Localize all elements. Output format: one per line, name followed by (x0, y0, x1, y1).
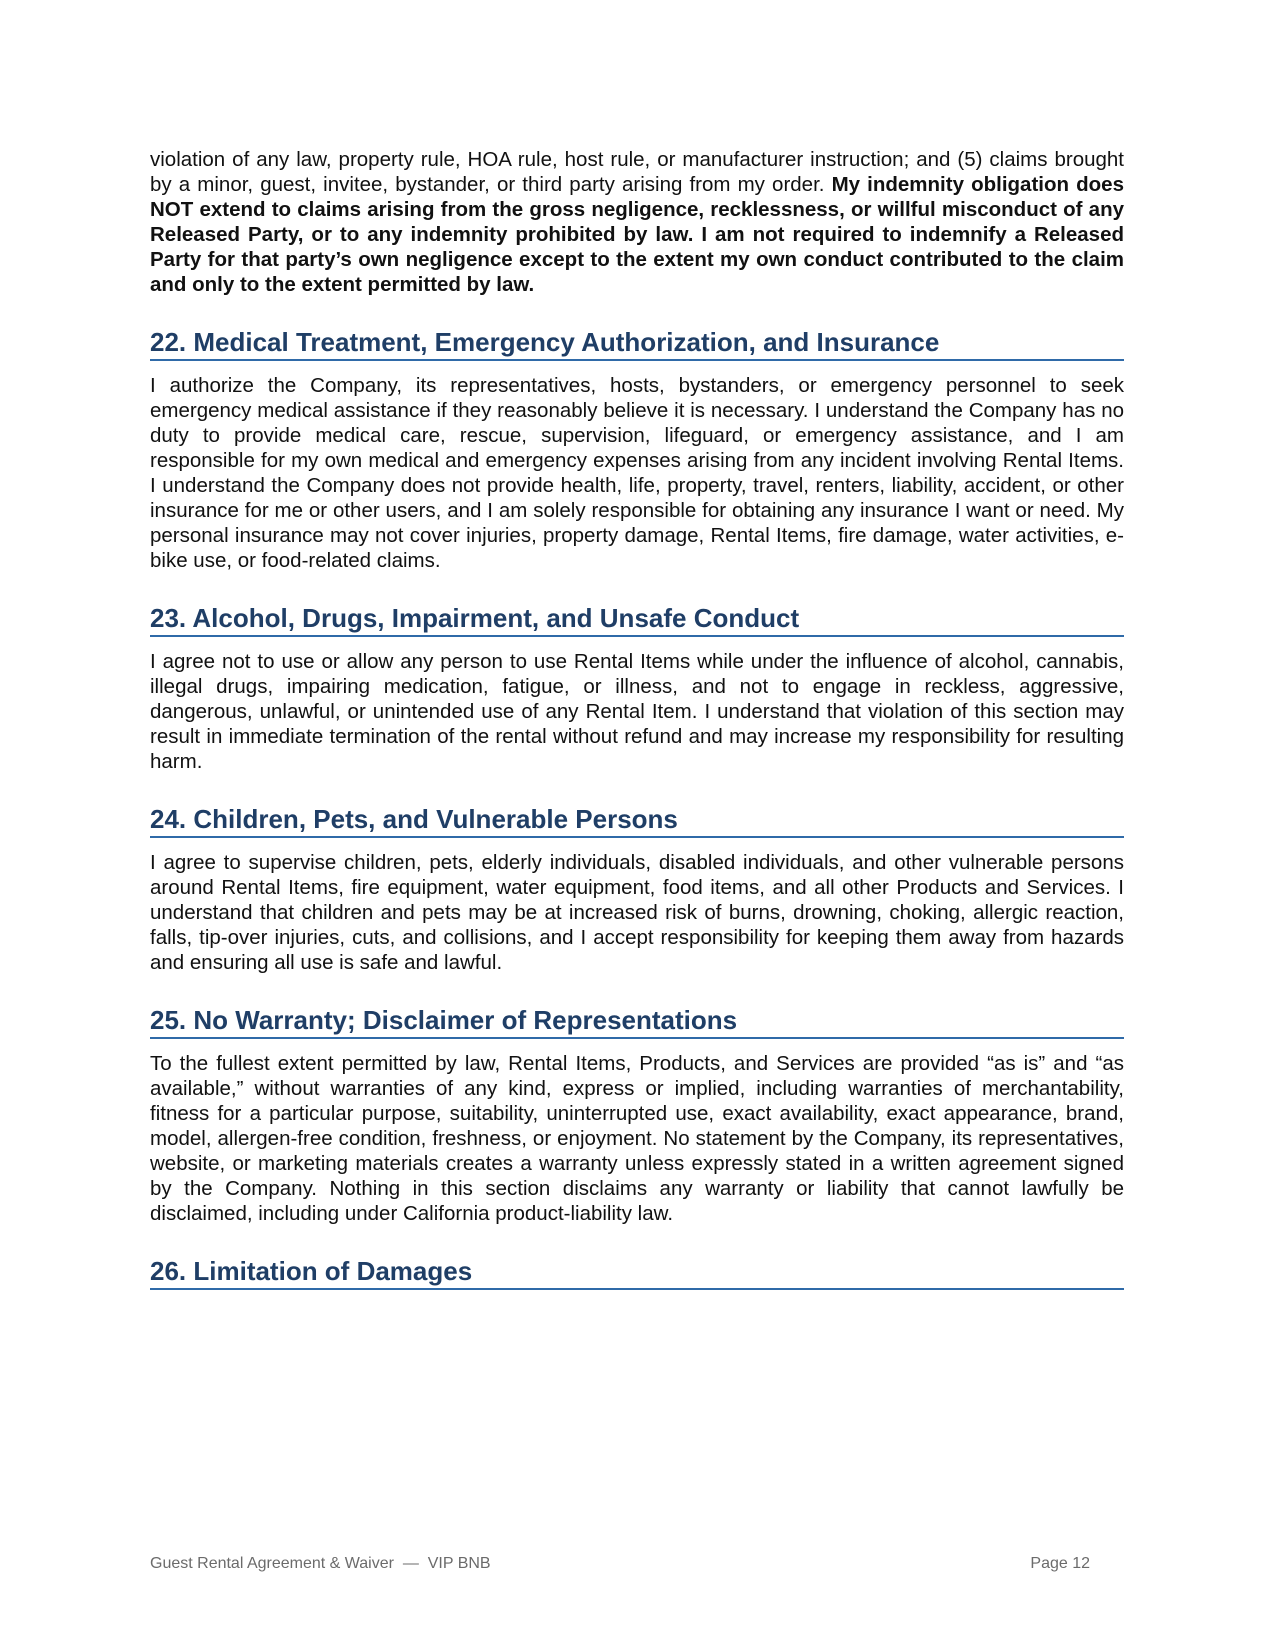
section-25-heading: 25. No Warranty; Disclaimer of Representations (150, 1005, 1124, 1039)
intro-bold-text: My indemnity obligation does NOT extend to claims arising from the gross negligence, recklessness, or willful misconduct of any Released Party, or to any indemnity prohibited by law. I am not required to indemnify a Released Party for that party’s own negligence except to the extent my own conduct contributed to the claim and only to the extent permitted by law. (150, 173, 1124, 296)
section-22-heading: 22. Medical Treatment, Emergency Authorization, and Insurance (150, 327, 1124, 361)
section-23-body: I agree not to use or allow any person to use Rental Items while under the influence of alcohol, cannabis, illegal drugs, impairing medication, fatigue, or illness, and not to engage in reckless, aggressive, dangerous, unlawful, or unintended use of any Rental Item. I understand that violation of this section may result in immediate termination of the rental without refund and may increase my responsibility for resulting harm. (150, 650, 1124, 773)
section-26-heading: 26. Limitation of Damages (150, 1256, 1124, 1290)
section-25-body: To the fullest extent permitted by law, Rental Items, Products, and Services are provided “as is” and “as available,” without warranties of any kind, express or implied, including warranties of merchantability, fitness for a particular purpose, suitability, uninterrupted use, exact availability, exact appearance, brand, model, allergen-free condition, freshness, or enjoyment. No statement by the Company, its representatives, website, or marketing materials creates a warranty unless expressly stated in a written agreement signed by the Company. Nothing in this section disclaims any warranty or liability that cannot lawfully be disclaimed, including under California product-liability law. (150, 1052, 1124, 1225)
intro-paragraph (150, 147, 1124, 297)
section-24-heading: 24. Children, Pets, and Vulnerable Persons (150, 804, 1124, 838)
intro-text: violation of any law, property rule, HOA rule, host rule, or manufacturer instruction; and (5) claims brought by a minor, guest, invitee, bystander, or third party arising from my order. (150, 148, 1124, 196)
footer-document-title: Guest Rental Agreement & Waiver — VIP BNB (150, 1555, 491, 1572)
section-24-body: I agree to supervise children, pets, elderly individuals, disabled individuals, and other vulnerable persons around Rental Items, fire equipment, water equipment, food items, and all other Products and Services. I understand that children and pets may be at increased risk of burns, drowning, choking, allergic reaction, falls, tip-over injuries, cuts, and collisions, and I accept responsibility for keeping them away from hazards and ensuring all use is safe and lawful. (150, 851, 1124, 974)
section-23-heading: 23. Alcohol, Drugs, Impairment, and Unsafe Conduct (150, 603, 1124, 637)
section-22-body: I authorize the Company, its representatives, hosts, bystanders, or emergency personnel to seek emergency medical assistance if they reasonably believe it is necessary. I understand the Company has no duty to provide medical care, rescue, supervision, lifeguard, or emergency assistance, and I am responsible for my own medical and emergency expenses arising from any incident involving Rental Items. I understand the Company does not provide health, life, property, travel, renters, liability, accident, or other insurance for me or other users, and I am solely responsible for obtaining any insurance I want or need. My personal insurance may not cover injuries, property damage, Rental Items, fire damage, water activities, e-bike use, or food-related claims. (150, 374, 1124, 572)
document-page (150, 147, 1124, 1290)
footer-page-number: Page 12 (1030, 1555, 1090, 1572)
